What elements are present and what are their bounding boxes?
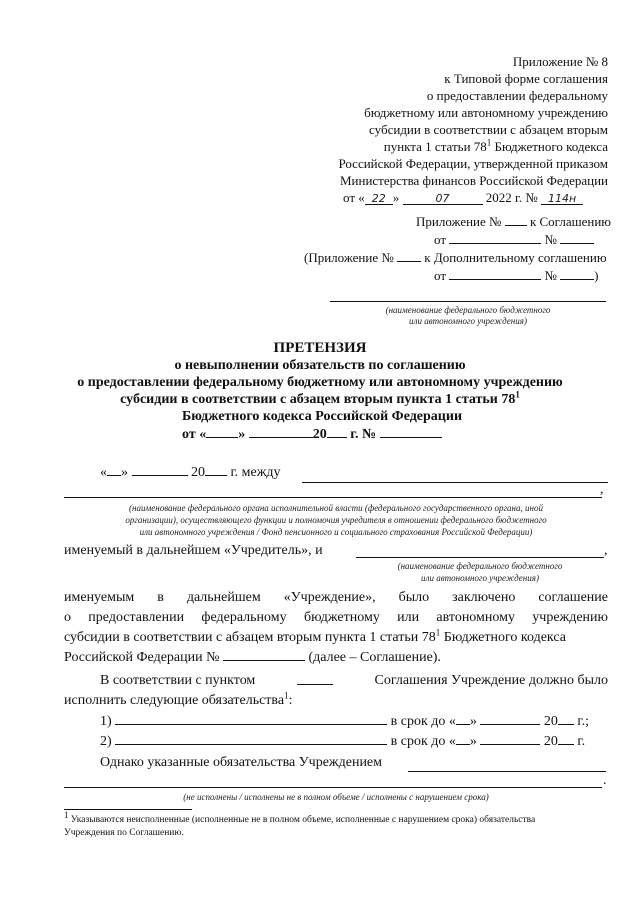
handwritten-order-number: 114н bbox=[541, 194, 583, 205]
field-caption: или автономного учреждения / Фонд пенсионного и социального страхования Российской Федерации) bbox=[139, 527, 533, 537]
institution-name-line bbox=[330, 301, 606, 302]
founder-name-line bbox=[302, 482, 608, 483]
header-line: бюджетному или автономному учреждению bbox=[364, 105, 608, 120]
field-caption: (наименование федерального бюджетного bbox=[385, 305, 551, 315]
punctuation: . bbox=[603, 773, 607, 788]
paragraph-line: именуемым в дальнейшем «Учреждение», было заключено соглашение bbox=[64, 590, 608, 605]
header-line: Приложение № 8 bbox=[512, 54, 608, 69]
handwritten-month: 07 bbox=[403, 194, 483, 205]
appendix-line-3: (Приложение № к Дополнительному соглашению bbox=[304, 250, 607, 265]
footnote: $^1$ Указываются неисполненные (исполненные не в полном объеме, исполненные с нарушением срока) обязательства bbox=[64, 809, 536, 825]
footnote: Учреждения по Соглашению. bbox=[64, 828, 184, 838]
title-date-line: от « » 20 г. № bbox=[182, 427, 442, 443]
institution-name-line bbox=[356, 557, 604, 558]
handwritten-day: 22 bbox=[365, 194, 393, 205]
title-line: субсидии в соответствии с абзацем вторым пункта 1 статьи $78^1$ bbox=[120, 389, 520, 407]
title-line: Бюджетного кодекса Российской Федерации bbox=[182, 409, 463, 424]
order-date-line: от « 22 » 07 2022 г. № 114н bbox=[343, 190, 583, 206]
paragraph-line: Российской Федерации № (далее – Соглашение). bbox=[64, 650, 441, 665]
founder-sentence: именуемый в дальнейшем «Учредитель», и bbox=[64, 543, 323, 558]
field-caption: (наименование федерального органа исполнительной власти (федерального государственного органа, иной bbox=[129, 503, 543, 513]
paragraph-line: субсидии в соответствии с абзацем вторым пункта 1 статьи $78^1$ Бюджетного кодекса bbox=[64, 627, 566, 645]
obligation-item-2: 2) в срок до « » 20 г. bbox=[100, 734, 586, 749]
header-line: субсидии в соответствии с абзацем вторым bbox=[369, 122, 608, 137]
appendix-line-2: от № bbox=[434, 232, 594, 248]
field-caption: или автономного учреждения) bbox=[421, 573, 539, 583]
field-caption: организации), осуществляющего функции и полномочия учредителя в отношении федерального бюджетного bbox=[125, 515, 547, 525]
header-line: к Типовой форме соглашения bbox=[444, 71, 608, 86]
title-line: ПРЕТЕНЗИЯ bbox=[273, 340, 367, 356]
paragraph-line: Однако указанные обязательства Учреждением bbox=[100, 755, 383, 770]
header-line: о предоставлении федеральному bbox=[426, 88, 608, 103]
field-caption: или автономного учреждения) bbox=[409, 316, 527, 326]
obligation-item-1: 1) в срок до « » 20 г.; bbox=[100, 714, 589, 729]
header-line: пункта 1 статьи $78^1$ Бюджетного кодекса bbox=[383, 137, 608, 154]
paragraph-line: о предоставлении федеральному бюджетному или автономному учреждению bbox=[64, 610, 608, 625]
paragraph-line: исполнить следующие обязательства$^1$: bbox=[64, 690, 293, 708]
title-line: о невыполнении обязательств по соглашению bbox=[174, 358, 466, 373]
header-line: Министерства финансов Российской Федерации bbox=[339, 173, 608, 188]
appendix-line-1: Приложение № к Соглашению bbox=[416, 214, 612, 229]
appendix-line-4: от № ) bbox=[434, 268, 599, 283]
header-line: Российской Федерации, утвержденной приказом bbox=[338, 156, 608, 171]
agreement-date-line: « » 20 г. между bbox=[100, 465, 281, 480]
punctuation: , bbox=[600, 482, 604, 497]
field-caption: (наименование федерального бюджетного bbox=[397, 561, 563, 571]
punctuation: , bbox=[604, 543, 608, 558]
title-line: о предоставлении федеральному бюджетному или автономному учреждению bbox=[77, 375, 563, 390]
paragraph-line: В соответствии с пунктом Соглашения Учреждение должно было bbox=[100, 673, 608, 688]
footnote-separator bbox=[64, 809, 192, 810]
founder-name-line bbox=[64, 497, 602, 498]
status-line bbox=[408, 771, 606, 772]
status-line bbox=[64, 787, 602, 788]
field-caption: (не исполнены / исполнены не в полном объеме / исполнены с нарушением срока) bbox=[183, 792, 489, 802]
